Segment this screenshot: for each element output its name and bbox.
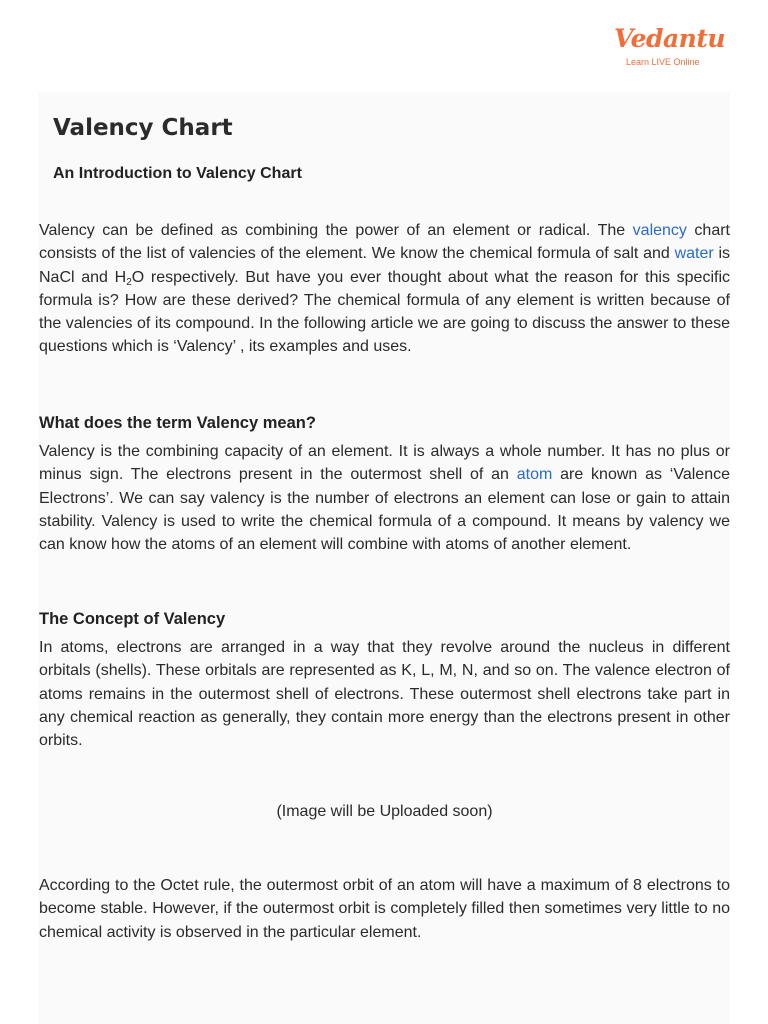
intro-text-4: O respectively. But have you ever thought about what the reason for this specific formula is? How are these derived? The chemical formula of any element is written because of the valencies of its compound. In the following article we are going to discuss the answer to these questions which is ‘Valency’ , its examples and uses.: [39, 268, 731, 356]
octet-rule-paragraph: According to the Octet rule, the outermost orbit of an atom will have a maximum of 8 electrons to become stable. However, if the outermost orbit is completely filled then sometimes very little to no chemical activity is observed in the particular element.: [39, 877, 730, 941]
logo-tagline: Learn LIVE Online: [626, 57, 700, 67]
water-link[interactable]: water: [674, 245, 714, 263]
intro-text-3: is NaCl and H: [39, 245, 731, 286]
atom-link[interactable]: atom: [516, 466, 553, 484]
logo-wordmark: Vedantu: [614, 24, 726, 53]
intro-text-2: chart consists of the list of valencies of the element. We know the chemical formula of salt and: [39, 222, 730, 263]
meaning-text-2: are known as ‘Valence Electrons’. We can say valency is the number of electrons an element can lose or gain to attain stability. Valency is used to write the chemical formula of a compound. It means by valency we can know how the atoms of an element will combine with atoms of another element.: [39, 466, 730, 554]
valency-meaning-paragraph: [39, 440, 730, 556]
vedantu-logo[interactable]: [614, 24, 726, 72]
subscript-two: 2: [126, 276, 132, 288]
page-subtitle: An Introduction to Valency Chart: [53, 165, 302, 182]
concept-paragraph: In atoms, electrons are arranged in a way that they revolve around the nucleus in different orbitals (shells). These orbitals are represented as K, L, M, N, and so on. The valence electron of atoms remains in the outermost shell of electrons. These outermost shell electrons take part in any chemical reaction as generally, they contain more energy than the electrons present in other orbits.: [39, 639, 730, 750]
section-heading-valency-meaning: What does the term Valency mean?: [39, 414, 316, 432]
valency-link[interactable]: valency: [632, 222, 687, 239]
meaning-text-1: Valency is the combining capacity of an element. It is always a whole number. It has no plus or minus sign. The electrons present in the outermost shell of an: [39, 443, 730, 484]
image-placeholder-note: (Image will be Uploaded soon): [276, 803, 493, 820]
intro-paragraph: [39, 219, 730, 359]
intro-text-1: Valency can be defined as combining the power of an element or radical. The: [39, 222, 633, 239]
section-heading-concept: The Concept of Valency: [39, 610, 226, 628]
page-title: Valency Chart: [53, 115, 233, 141]
